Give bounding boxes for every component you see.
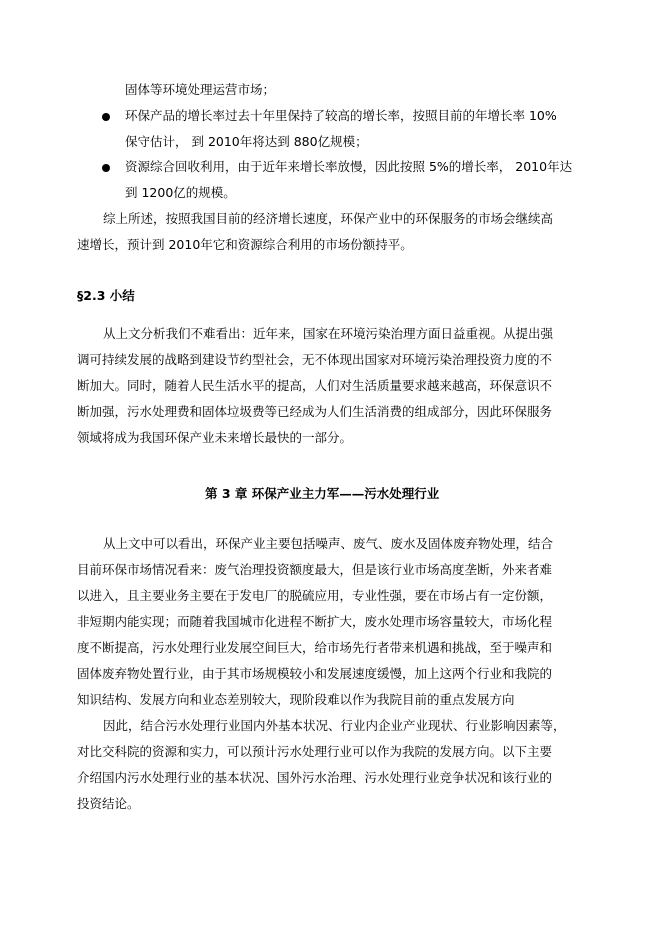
summary-line-2: 速增长，预计到 2010年它和资源综合利用的市场份额持平。 bbox=[77, 237, 413, 252]
bullet-2-line-2: 到 1200亿的规模。 bbox=[125, 185, 236, 200]
bullet-dot-icon bbox=[102, 164, 110, 172]
chapter-3-p1-line: 度不断提高，污水处理行业发展空间巨大，给市场先行者带来机遇和挑战，至于噪声和 bbox=[77, 640, 553, 655]
bullet-2-line-1: 资源综合回收利用，由于近年来增长率放慢，因此按照 5%的增长率， 2010年达 bbox=[125, 159, 573, 174]
summary-line-1: 综上所述，按照我国目前的经济增长速度，环保产业中的环保服务的市场会继续高 bbox=[103, 211, 554, 226]
chapter-3-p2-line: 对比交科院的资源和实力，可以预计污水处理行业可以作为我院的发展方向。以下主要 bbox=[77, 744, 553, 759]
chapter-3-p1-line: 非短期内能实现；而随着我国城市化进程不断扩大，废水处理市场容量较大，市场化程 bbox=[77, 614, 553, 629]
section-2-3-line: 断加大。同时，随着人民生活水平的提高，人们对生活质量要求越来越高，环保意识不 bbox=[77, 378, 553, 393]
section-2-3-line: 领域将成为我国环保产业未来增长最快的一部分。 bbox=[77, 430, 353, 445]
bullet-1-line-1: 环保产品的增长率过去十年里保持了较高的增长率，按照目前的年增长率 10% bbox=[125, 108, 557, 123]
chapter-3-p2-line: 投资结论。 bbox=[77, 796, 140, 811]
chapter-3-p1-line: 知识结构、发展方向和业态差别较大，现阶段难以作为我院目前的重点发展方向 bbox=[77, 692, 515, 707]
section-2-3-title: §2.3 小结 bbox=[77, 288, 135, 303]
chapter-3-title: 第 3 章 环保产业主力军——污水处理行业 bbox=[205, 486, 440, 501]
chapter-3-p1-line: 目前环保市场情况看来：废气治理投资额度最大，但是该行业市场高度垄断，外来者难 bbox=[77, 562, 553, 577]
chapter-3-p1-line: 从上文中可以看出，环保产业主要包括噪声、废气、废水及固体废弃物处理，结合 bbox=[103, 536, 554, 551]
bullet-dot-icon bbox=[102, 113, 110, 121]
chapter-3-p2-line: 因此，结合污水处理行业国内外基本状况、行业内企业产业现状、行业影响因素等， bbox=[103, 718, 566, 733]
bullet-continuation-line: 固体等环境处理运营市场； bbox=[125, 82, 276, 97]
section-2-3-line: 断加强，污水处理费和固体垃圾费等已经成为人们生活消费的组成部分，因此环保服务 bbox=[77, 404, 553, 419]
chapter-3-p1-line: 固体废弃物处置行业，由于其市场规模较小和发展速度缓慢，加上这两个行业和我院的 bbox=[77, 666, 553, 681]
bullet-1-line-2: 保守估计， 到 2010年将达到 880亿规模； bbox=[125, 134, 368, 149]
chapter-3-p1-line: 以进入，且主要业务主要在于发电厂的脱硫应用，专业性强，要在市场占有一定份额， bbox=[77, 588, 553, 603]
section-2-3-line: 从上文分析我们不难看出：近年来，国家在环境污染治理方面日益重视。从提出强 bbox=[103, 326, 554, 341]
chapter-3-p2-line: 介绍国内污水处理行业的基本状况、国外污水治理、污水处理行业竞争状况和该行业的 bbox=[77, 770, 553, 785]
section-2-3-line: 调可持续发展的战略到建设节约型社会，无不体现出国家对环境污染治理投资力度的不 bbox=[77, 352, 553, 367]
